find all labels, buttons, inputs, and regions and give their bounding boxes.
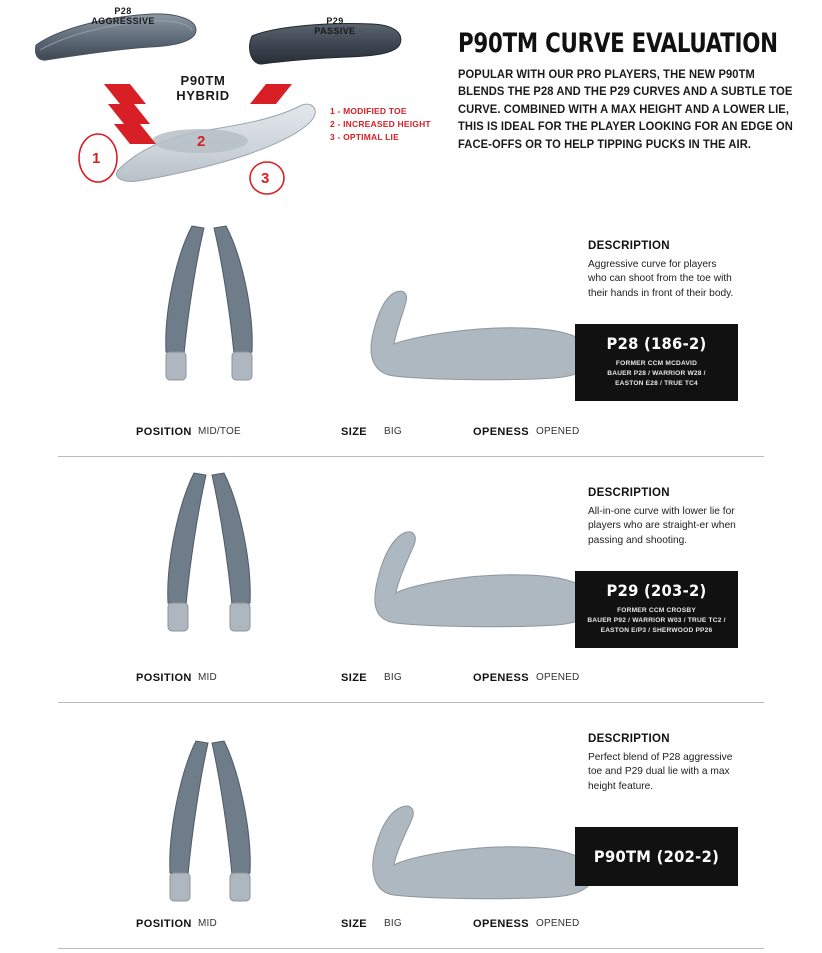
model-name: P90TM (202-2) — [593, 847, 720, 866]
header-block — [458, 28, 808, 154]
label-size: SIZE — [341, 426, 368, 438]
curve-rows — [0, 210, 822, 948]
equivalent-line: EASTON E/P3 / SHERWOOD PP26 — [600, 627, 713, 635]
value-openess: OPENED — [536, 426, 580, 437]
label-openess: OPENESS — [473, 918, 529, 930]
value-openess: OPENED — [536, 672, 580, 683]
table-row — [58, 210, 764, 456]
footer-divider — [58, 948, 764, 949]
equivalent-line: FORMER CCM CROSBY — [617, 607, 696, 614]
model-name: P29 (203-2) — [606, 581, 707, 600]
description-title: DESCRIPTION — [588, 733, 670, 745]
model-equivalents — [581, 359, 732, 390]
legend-item-3: 3 - OPTIMAL LIE — [330, 131, 399, 142]
label-p90tm-hybrid — [158, 74, 248, 104]
model-name: P28 (186-2) — [606, 334, 707, 353]
label-position: POSITION — [136, 918, 192, 930]
header-description: POPULAR WITH OUR PRO PLAYERS, THE NEW P90TM BLENDS THE P28 AND THE P29 CURVES AND A SUBTLE TOE CURVE. COMBINED WITH A MAX HEIGHT AND A LOWER LIE, THIS IS IDEAL FOR THE PLAYER LOOKING FOR AN EDGE ON FACE-OFFS OR TO HELP TIPPING PUCKS IN THE AIR. — [458, 69, 793, 151]
equivalent-line: BAUER P92 / WARRIOR W03 / TRUE TC2 / — [587, 617, 726, 625]
label-openess: OPENESS — [473, 672, 529, 684]
p28-front-view — [118, 212, 298, 402]
top-diagram-section — [0, 0, 822, 210]
legend-item-1: 1 - MODIFIED TOE — [330, 106, 407, 116]
marker-number-1: 1 — [92, 150, 101, 167]
label-position: POSITION — [136, 426, 192, 438]
label-p28-line2: AGGRESSIVE — [91, 16, 155, 27]
description-text: All-in-one curve with lower lie for players who are straight-er when passing and shooting. — [588, 506, 736, 546]
label-p29-passive — [305, 16, 365, 37]
description-block — [588, 240, 738, 301]
p29-front-view — [118, 459, 298, 649]
label-position: POSITION — [136, 672, 192, 684]
diagram-legend — [330, 105, 431, 143]
value-position: MID/TOE — [198, 426, 241, 437]
label-p29-line2: PASSIVE — [314, 26, 356, 37]
equivalent-line: FORMER CCM MCDAVID — [615, 360, 698, 367]
chevron-arrows-left — [104, 84, 156, 144]
value-position: MID — [198, 672, 217, 683]
model-equivalents — [581, 606, 732, 637]
p90tm-front-view — [118, 729, 298, 919]
description-title: DESCRIPTION — [588, 240, 670, 252]
model-plate — [575, 324, 738, 401]
equivalent-line: EASTON E28 / TRUE TC4 — [615, 380, 698, 388]
legend-item-2: 2 - INCREASED HEIGHT — [330, 118, 431, 129]
description-text: Perfect blend of P28 aggressive toe and P29 dual lie with a max height feature. — [588, 752, 733, 792]
value-position: MID — [198, 918, 217, 929]
label-size: SIZE — [341, 918, 368, 930]
description-text: Aggressive curve for players who can shoot from the toe with their hands in front of their body. — [588, 259, 734, 299]
model-plate — [575, 571, 738, 648]
value-openess: OPENED — [536, 918, 580, 929]
spec-row — [136, 918, 606, 934]
page-title: P90TM CURVE EVALUATION — [458, 28, 778, 59]
label-p29-line1: P29 — [326, 16, 344, 26]
table-row — [58, 702, 764, 948]
value-size: BIG — [384, 672, 402, 683]
label-openess: OPENESS — [473, 426, 529, 438]
description-title: DESCRIPTION — [588, 487, 670, 499]
spec-row — [136, 672, 606, 688]
label-size: SIZE — [341, 672, 368, 684]
p29-side-view — [348, 523, 608, 643]
model-plate — [575, 827, 738, 886]
p28-side-view — [348, 280, 608, 400]
label-hybrid-line2: HYBRID — [176, 87, 230, 103]
label-p28-line1: P28 — [114, 6, 132, 16]
value-size: BIG — [384, 426, 402, 437]
value-size: BIG — [384, 918, 402, 929]
label-hybrid-line1: P90TM — [180, 73, 226, 88]
spec-row — [136, 426, 606, 442]
equivalent-line: BAUER P28 / WARRIOR W28 / — [607, 370, 706, 378]
label-p28-aggressive — [88, 6, 158, 27]
p90tm-side-view — [348, 799, 608, 909]
description-block — [588, 733, 738, 794]
description-block — [588, 487, 738, 548]
marker-number-2: 2 — [197, 133, 206, 150]
table-row — [58, 456, 764, 702]
marker-number-3: 3 — [261, 170, 270, 187]
